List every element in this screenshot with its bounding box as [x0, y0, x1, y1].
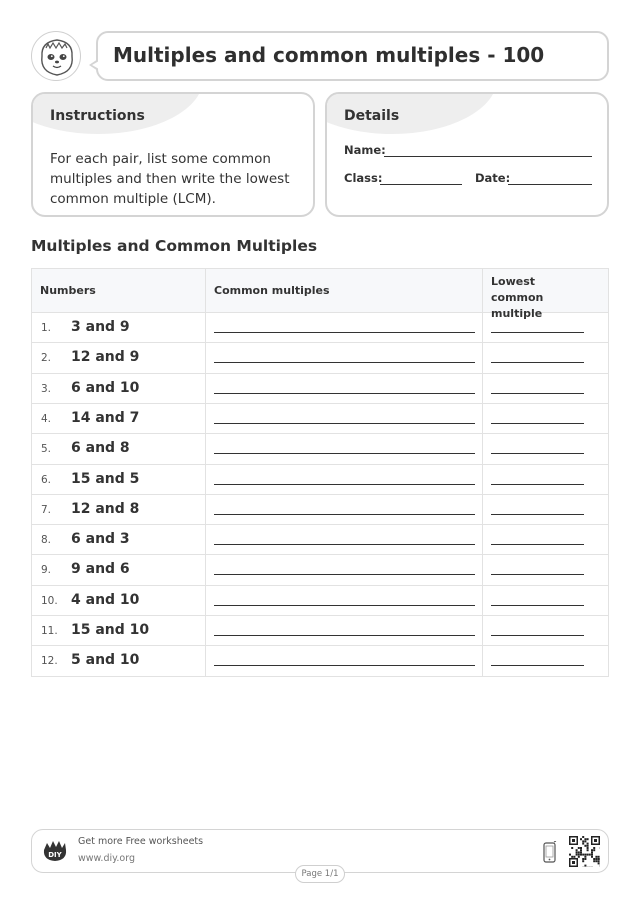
row-number: 8. [41, 534, 52, 547]
footer-promo: Get more Free worksheets [78, 836, 204, 847]
table-row [32, 616, 608, 646]
row-number: 1. [41, 322, 52, 334]
row-number: 11. [41, 625, 58, 637]
diy-logo-icon [42, 840, 68, 862]
instructions-panel [31, 92, 315, 217]
number-pair: 6 and 10 [71, 379, 140, 396]
details-panel [325, 92, 609, 217]
lcm-answer-line[interactable] [491, 635, 584, 636]
row-number: 4. [41, 412, 52, 425]
number-pair: 12 and 9 [71, 349, 140, 366]
table-row [32, 313, 608, 343]
table-row [32, 374, 608, 404]
name-label: Name: [344, 143, 386, 157]
common-multiples-answer-line[interactable] [214, 484, 475, 485]
table-row [32, 434, 608, 464]
table-row [32, 404, 608, 434]
row-number: 9. [41, 564, 52, 577]
number-pair: 12 and 8 [71, 500, 140, 517]
number-pair: 4 and 10 [71, 591, 140, 608]
lcm-answer-line[interactable] [491, 393, 584, 394]
row-number: 2. [41, 352, 52, 365]
table-row [32, 495, 608, 525]
section-title: Multiples and Common Multiples [31, 237, 318, 255]
svg-text:DIY: DIY [48, 851, 62, 859]
common-multiples-answer-line[interactable] [214, 453, 475, 454]
common-multiples-answer-line[interactable] [214, 362, 475, 363]
lcm-answer-line[interactable] [491, 574, 584, 575]
lcm-answer-line[interactable] [491, 453, 584, 454]
row-number: 12. [41, 655, 58, 668]
common-multiples-answer-line[interactable] [214, 514, 475, 515]
qr-code-icon[interactable] [569, 836, 600, 867]
date-label: Date: [475, 171, 511, 185]
number-pair: 3 and 9 [71, 319, 130, 335]
row-number: 5. [41, 443, 52, 456]
table-header [32, 269, 608, 320]
lcm-answer-line[interactable] [491, 332, 584, 333]
table-row [32, 555, 608, 585]
common-multiples-answer-line[interactable] [214, 574, 475, 575]
date-field[interactable] [508, 184, 592, 185]
number-pair: 15 and 5 [71, 470, 140, 487]
table-row [32, 465, 608, 495]
name-field[interactable] [384, 156, 592, 157]
common-multiples-answer-line[interactable] [214, 423, 475, 424]
common-multiples-answer-line[interactable] [214, 393, 475, 394]
row-number: 7. [41, 503, 52, 516]
common-multiples-answer-line[interactable] [214, 665, 475, 666]
phone-icon [543, 841, 557, 863]
common-multiples-answer-line[interactable] [214, 635, 475, 636]
lcm-answer-line[interactable] [491, 362, 584, 363]
sloth-mascot-icon [31, 31, 81, 81]
lcm-answer-line[interactable] [491, 514, 584, 515]
class-field[interactable] [380, 184, 462, 185]
lcm-answer-line[interactable] [491, 665, 584, 666]
table-row [32, 343, 608, 373]
class-label: Class: [344, 171, 383, 185]
title-box [96, 31, 609, 81]
number-pair: 14 and 7 [71, 409, 140, 426]
row-number: 3. [41, 382, 52, 395]
worksheet-table [31, 268, 609, 677]
row-number: 10. [41, 594, 58, 607]
row-number: 6. [41, 473, 52, 486]
lcm-answer-line[interactable] [491, 605, 584, 606]
number-pair: 5 and 10 [71, 652, 140, 669]
lcm-answer-line[interactable] [491, 423, 584, 424]
header-lcm: Lowest common multiple [491, 275, 544, 320]
lcm-answer-line[interactable] [491, 484, 584, 485]
footer-url[interactable]: www.diy.org [78, 853, 135, 864]
number-pair: 9 and 6 [71, 561, 130, 578]
instructions-text: For each pair, list some common multiples and then write the lowest common multiple (LCM). [50, 151, 290, 207]
common-multiples-answer-line[interactable] [214, 605, 475, 606]
common-multiples-answer-line[interactable] [214, 332, 475, 333]
header-common-multiples: Common multiples [214, 284, 330, 297]
number-pair: 6 and 3 [71, 531, 130, 548]
page-indicator: Page 1/1 [295, 865, 345, 883]
number-pair: 15 and 10 [71, 622, 150, 638]
page-title: Multiples and common multiples - 100 [113, 43, 545, 67]
header-numbers: Numbers [40, 284, 96, 297]
lcm-answer-line[interactable] [491, 544, 584, 545]
common-multiples-answer-line[interactable] [214, 544, 475, 545]
instructions-heading: Instructions [50, 108, 145, 124]
table-row [32, 586, 608, 616]
table-row [32, 646, 608, 676]
details-heading: Details [344, 108, 400, 124]
table-row [32, 525, 608, 555]
number-pair: 6 and 8 [71, 440, 130, 457]
